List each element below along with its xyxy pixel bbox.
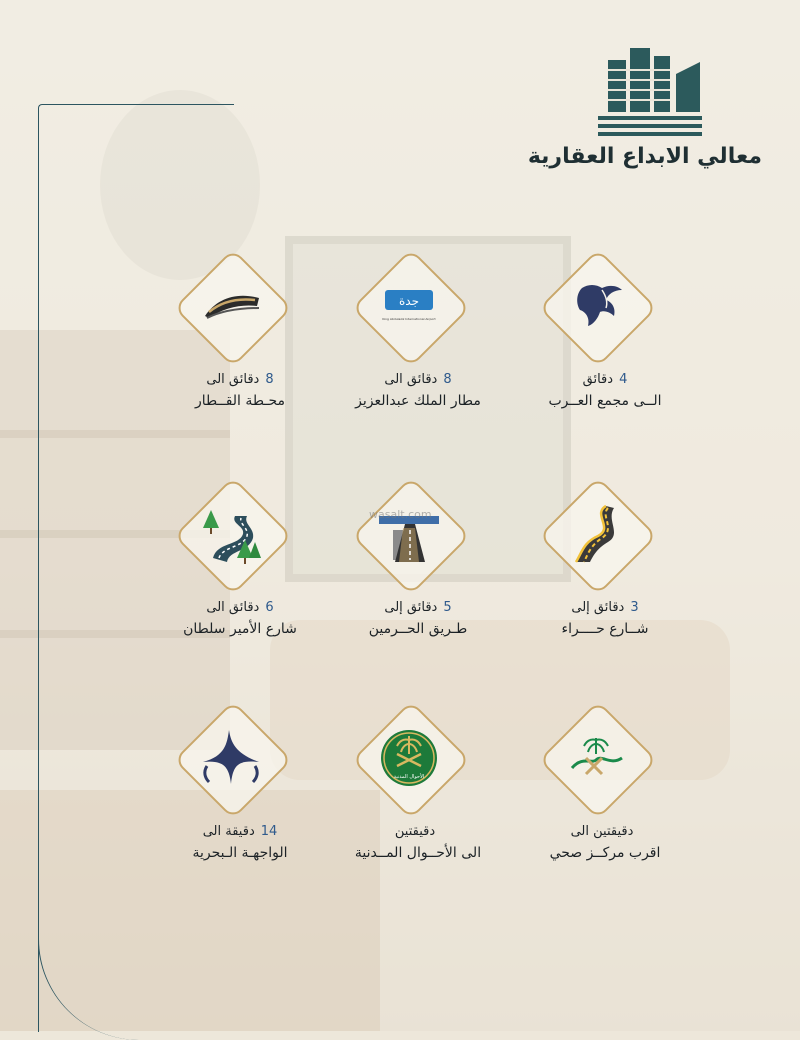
health-ministry-icon bbox=[562, 724, 630, 792]
tile-minutes: 3 bbox=[630, 600, 639, 615]
tile-line2: الواجهـة الـبحرية bbox=[192, 845, 288, 861]
tile-line2: محـطة القــطار bbox=[194, 393, 286, 409]
watermark-text: wasalt.com bbox=[369, 508, 432, 521]
airport-logo-subtext: King Abdulaziz International Airport bbox=[382, 317, 436, 321]
tile-minutes: 4 bbox=[619, 372, 628, 387]
tile-minutes: 8 bbox=[265, 372, 274, 387]
tile-waterfront bbox=[150, 702, 310, 862]
tile-line1: دقائق الى bbox=[206, 372, 260, 387]
tile-arab-mall bbox=[515, 250, 675, 410]
brand-name: معالي الابداع العقارية bbox=[527, 144, 762, 169]
tile-minutes: 14 bbox=[260, 824, 278, 839]
horse-head-icon bbox=[562, 272, 630, 340]
tile-line2: شارع الأمير سلطان bbox=[183, 621, 297, 637]
tile-line1: دقيقة الى bbox=[202, 824, 255, 839]
tile-line1: دقائق bbox=[582, 372, 614, 387]
tile-line2: طـريق الحــرمين bbox=[368, 621, 468, 637]
jeddah-airport-logo-icon bbox=[375, 272, 443, 340]
road-trees-icon bbox=[197, 500, 265, 568]
tile-line1: دقائق الى bbox=[384, 372, 438, 387]
tile-line2: مطار الملك عبدالعزيز bbox=[355, 393, 481, 409]
tile-line1: دقائق الى bbox=[206, 600, 260, 615]
building-logo-icon bbox=[590, 44, 710, 140]
tile-line2: الــى مجمع العــرب bbox=[548, 393, 662, 409]
airport-logo-text: جدة bbox=[398, 294, 420, 308]
tile-line1: دقيقتين الى bbox=[570, 824, 634, 839]
tile-airport bbox=[328, 250, 488, 410]
tile-minutes: 8 bbox=[443, 372, 452, 387]
tile-haramain-road bbox=[328, 478, 488, 638]
tile-line1: دقائق إلى bbox=[571, 600, 625, 615]
tile-minutes: 6 bbox=[265, 600, 274, 615]
tile-line2: اقرب مركــز صحي bbox=[549, 845, 661, 861]
tile-health-center bbox=[515, 702, 675, 862]
winding-road-icon bbox=[562, 500, 630, 568]
civil-affairs-logo-text: الأحوال المدنية bbox=[393, 774, 425, 780]
tile-minutes: 5 bbox=[443, 600, 452, 615]
tile-line2: الى الأحــوال المــدنية bbox=[354, 845, 482, 861]
tile-line1: دقائق إلى bbox=[384, 600, 438, 615]
tile-line1: دقيقتين bbox=[394, 824, 436, 839]
tile-train-station bbox=[150, 250, 310, 410]
tile-civil-affairs bbox=[328, 702, 488, 862]
tile-prince-sultan-street bbox=[150, 478, 310, 638]
civil-affairs-icon bbox=[375, 724, 443, 792]
tile-line2: شــارع حــــراء bbox=[561, 621, 649, 637]
tile-hira-street bbox=[515, 478, 675, 638]
train-icon bbox=[197, 272, 265, 340]
waterfront-icon bbox=[197, 724, 265, 792]
